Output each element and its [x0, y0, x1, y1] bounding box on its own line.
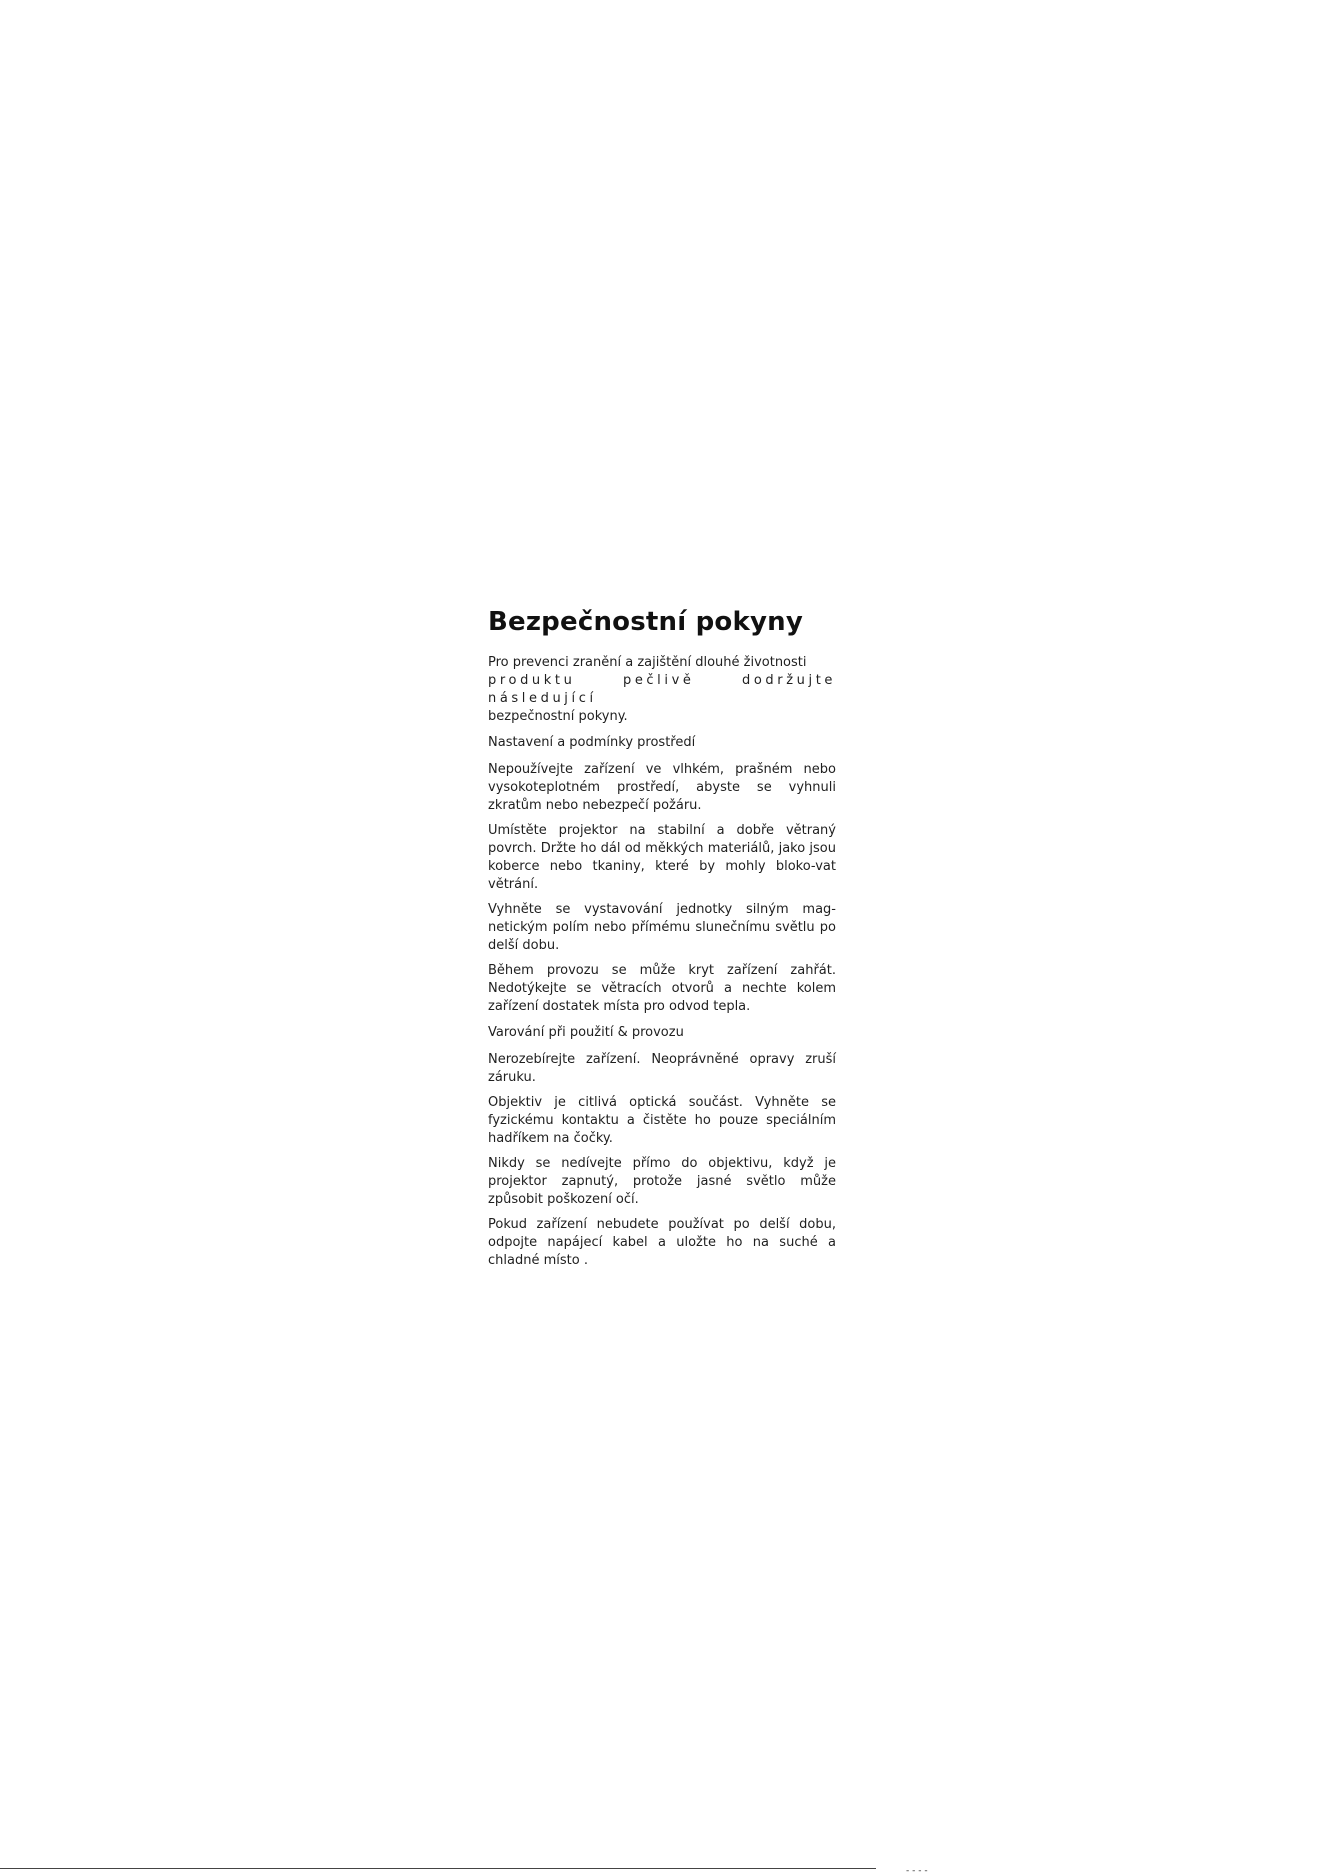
- section-heading-environment: Nastavení a podmínky prostředí: [488, 735, 696, 750]
- intro-line-3: bezpečnostní pokyny.: [488, 709, 628, 724]
- section-heading-usage-warnings: Varování při použití & provozu: [488, 1025, 684, 1040]
- footer-text: - - - -: [906, 1866, 928, 1876]
- footer-divider: [0, 1868, 876, 1869]
- list-item: Objektiv je citlivá optická součást. Vyhněte se fyzickému kontaktu a čistěte ho pouze speciálním hadříkem na čočky.: [488, 1095, 836, 1146]
- page-title: Bezpečnostní pokyny: [488, 607, 803, 637]
- list-item: Umístěte projektor na stabilní a dobře větraný povrch. Držte ho dál od měkkých materiálů, jako jsou koberce nebo tkaniny, které by mohly bloko-vat větrání.: [488, 823, 836, 892]
- list-item: Pokud zařízení nebudete používat po delší dobu, odpojte napájecí kabel a uložte ho na suché a chladné místo .: [488, 1217, 836, 1268]
- list-item: Nepoužívejte zařízení ve vlhkém, prašném nebo vysokoteplotném prostředí, abyste se vyhnuli zkratům nebo nebezpečí požáru.: [488, 762, 836, 813]
- list-item: Vyhněte se vystavování jednotky silným mag-netickým polím nebo přímému slunečnímu světlu po delší dobu.: [488, 902, 836, 953]
- intro-line-2: produktu pečlivě dodržujte následující: [488, 673, 836, 706]
- safety-instructions-section: [488, 604, 836, 1277]
- list-item: Nerozebírejte zařízení. Neoprávněné opravy zruší záruku.: [488, 1052, 836, 1085]
- list-item: Nikdy se nedívejte přímo do objektivu, když je projektor zapnutý, protože jasné světlo může způsobit poškození očí.: [488, 1156, 836, 1207]
- list-item: Během provozu se může kryt zařízení zahřát. Nedotýkejte se větracích otvorů a nechte kolem zařízení dostatek místa pro odvod tepla.: [488, 963, 836, 1014]
- intro-paragraph: [488, 654, 836, 726]
- intro-line-1: Pro prevenci zranění a zajištění dlouhé životnosti: [488, 655, 807, 670]
